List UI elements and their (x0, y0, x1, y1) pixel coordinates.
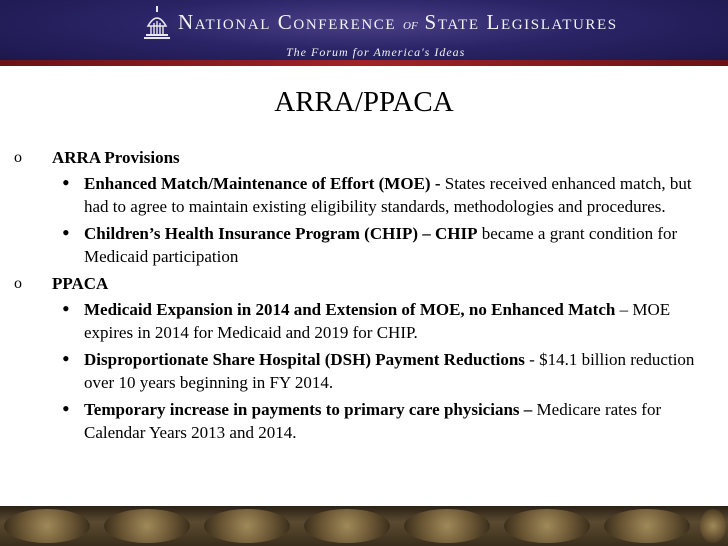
bullet-text: – MOE expires in 2014 for Medicaid and 2019 for CHIP. (84, 300, 671, 342)
footer-dome-image (700, 509, 726, 543)
section-marker: o (14, 275, 22, 292)
bullet-text: - $14.1 billion reduction over 10 years beginning in FY 2014. (84, 350, 695, 392)
section-heading (0, 272, 728, 296)
section-heading (0, 146, 728, 170)
bullet-item (0, 172, 728, 218)
bullet-bold-text: Enhanced Match/Maintenance of Effort (MOE) - (84, 174, 441, 193)
header-stripe (0, 60, 728, 66)
footer-dome-image (304, 509, 390, 543)
bullet-dot-icon: • (62, 346, 70, 371)
footer-dome-image (204, 509, 290, 543)
org-name-part1: National Conference (178, 10, 397, 34)
org-name (178, 10, 618, 35)
bullet-text: Medicare rates for Calendar Years 2013 and 2014. (84, 400, 662, 442)
bullet-item (0, 398, 728, 444)
bullet-item (0, 298, 728, 344)
section-marker: o (14, 149, 22, 166)
bullet-bold-text: Medicaid Expansion in 2014 and Extension of MOE, no Enhanced Match (84, 300, 616, 319)
footer-dome-image (4, 509, 90, 543)
bullet-bold-text: Children’s Health Insurance Program (CHIP) – CHIP (84, 224, 478, 243)
section-heading-text: PPACA (52, 274, 109, 293)
header-banner (0, 0, 728, 66)
footer-dome-image (404, 509, 490, 543)
bullet-dot-icon: • (62, 220, 70, 245)
tagline: The Forum for America's Ideas (286, 45, 466, 59)
bullet-item (0, 222, 728, 268)
org-name-part2: State Legislatures (424, 10, 618, 34)
bullet-dot-icon: • (62, 170, 70, 195)
section-heading-text: ARRA Provisions (52, 148, 180, 167)
bullet-text: became a grant condition for Medicaid participation (84, 224, 678, 266)
capitol-dome-logo-icon (142, 6, 172, 40)
bullet-dot-icon: • (62, 296, 70, 321)
bullet-text: States received enhanced match, but had to agree to maintain existing eligibility standards, methodologies and procedures. (84, 174, 692, 216)
footer-dome-image (104, 509, 190, 543)
bullet-bold-text: Temporary increase in payments to primary care physicians – (84, 400, 533, 419)
bullet-bold-text: Disproportionate Share Hospital (DSH) Payment Reductions (84, 350, 525, 369)
org-name-of: of (403, 17, 418, 33)
footer-dome-image (504, 509, 590, 543)
slide-content (0, 146, 728, 448)
slide-title: ARRA/PPACA (274, 86, 454, 118)
bullet-item (0, 348, 728, 394)
bullet-dot-icon: • (62, 396, 70, 421)
footer-dome-image (604, 509, 690, 543)
